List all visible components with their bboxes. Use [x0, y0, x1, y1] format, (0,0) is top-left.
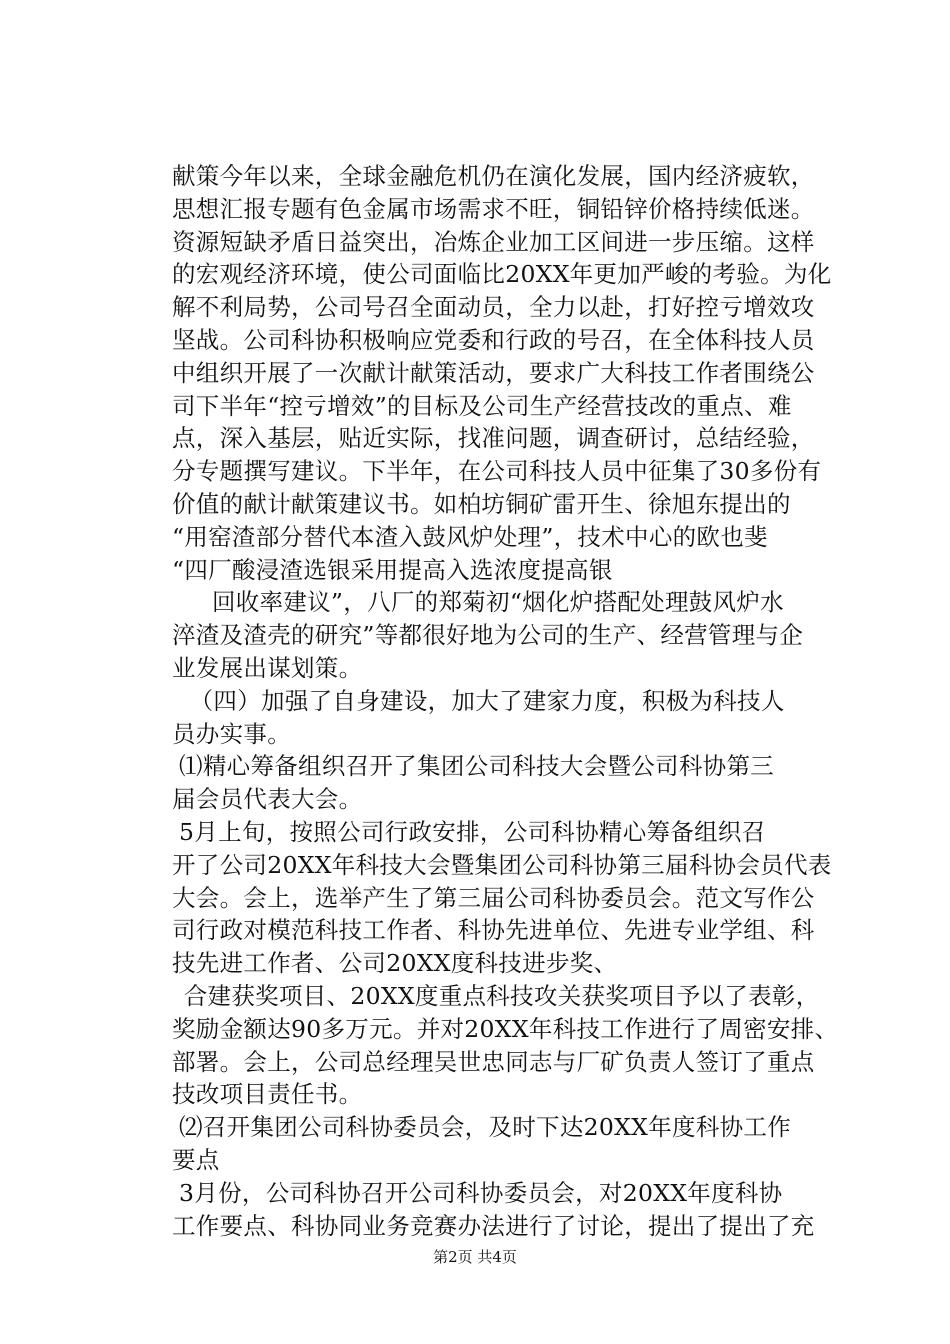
text-line: 坚战。公司科协积极响应党委和行政的号召，在全体科技人员 [172, 325, 815, 354]
text-line: 司下半年“控亏增效”的目标及公司生产经营技改的重点、难 [172, 391, 792, 420]
text-line: 技改项目责任书。 [172, 1080, 363, 1109]
text-line: 的宏观经济环境，使公司面临比20XX年更加严峻的考验。为化 [172, 260, 832, 289]
text-line: 合建获奖项目、20XX度重点科技攻关获奖项目予以了表彰， [183, 981, 820, 1010]
text-line: 技先进工作者、公司20XX度科技进步奖、 [172, 949, 618, 978]
text-line: 工作要点、科协同业务竞赛办法进行了讨论，提出了提出了充 [172, 1211, 815, 1240]
text-line: 献策今年以来，全球金融危机仍在演化发展，国内经济疲软， [172, 162, 815, 190]
text-line: 5月上旬，按照公司行政安排，公司科协精心筹备组织召 [179, 817, 766, 846]
text-line: “用窑渣部分替代本渣入鼓风炉处理”，技术中心的欧也斐 [172, 522, 768, 551]
text-line: 大会。会上，选举产生了第三届公司科协委员会。范文写作公 [172, 883, 815, 912]
text-line: 奖励金额达90多万元。并对20XX年科技工作进行了周密安排、 [172, 1014, 839, 1043]
text-line: 开了公司20XX年科技大会暨集团公司科协第三届科协会员代表 [172, 850, 832, 879]
text-line: “四厂酸浸渣选银采用提高入选浓度提高银 [172, 555, 613, 584]
text-line: 分专题撰写建议。下半年，在公司科技人员中征集了30多份有 [172, 457, 822, 486]
text-line: 部署。会上，公司总经理吴世忠同志与厂矿负责人签订了重点 [172, 1047, 815, 1076]
text-line: 业发展出谋划策。 [172, 653, 363, 682]
text-line: 价值的献计献策建议书。如柏坊铜矿雷开生、徐旭东提出的 [172, 489, 791, 518]
text-line: （四）加强了自身建设，加大了建家力度，积极为科技人 [189, 686, 785, 715]
text-line: 中组织开展了一次献计献策活动，要求广大科技工作者围绕公 [172, 358, 815, 387]
text-line: 司行政对模范科技工作者、科协先进单位、先进专业学组、科 [172, 916, 815, 945]
text-line: 要点 [172, 1145, 220, 1174]
text-line: 3月份，公司科协召开公司科协委员会，对20XX年度科协 [179, 1178, 783, 1207]
text-line: 解不利局势，公司号召全面动员，全力以赴，打好控亏增效攻 [172, 293, 815, 322]
text-line: ⑵召开集团公司科协委员会，及时下达20XX年度科协工作 [179, 1113, 792, 1142]
text-line: 点，深入基层，贴近实际，找准问题，调查研讨，总结经验， [172, 424, 815, 453]
text-line: ⑴精心筹备组织召开了集团公司科技大会暨公司科协第三 [179, 752, 775, 781]
text-line: 思想汇报专题有色金属市场需求不旺，铜铅锌价格持续低迷。 [172, 194, 815, 223]
document-body [172, 160, 842, 1242]
text-line: 淬渣及渣壳的研究”等都很好地为公司的生产、经营管理与企 [172, 621, 804, 650]
page-footer: 第2页 共4页 [433, 1248, 517, 1266]
text-line: 回收率建议”，八厂的郑菊初“烟化炉搭配处理鼓风炉水 [211, 588, 784, 617]
text-line: 员办实事。 [172, 719, 291, 748]
text-line: 资源短缺矛盾日益突出，冶炼企业加工区间进一步压缩。这样 [172, 227, 815, 256]
text-line: 届会员代表大会。 [172, 785, 363, 814]
